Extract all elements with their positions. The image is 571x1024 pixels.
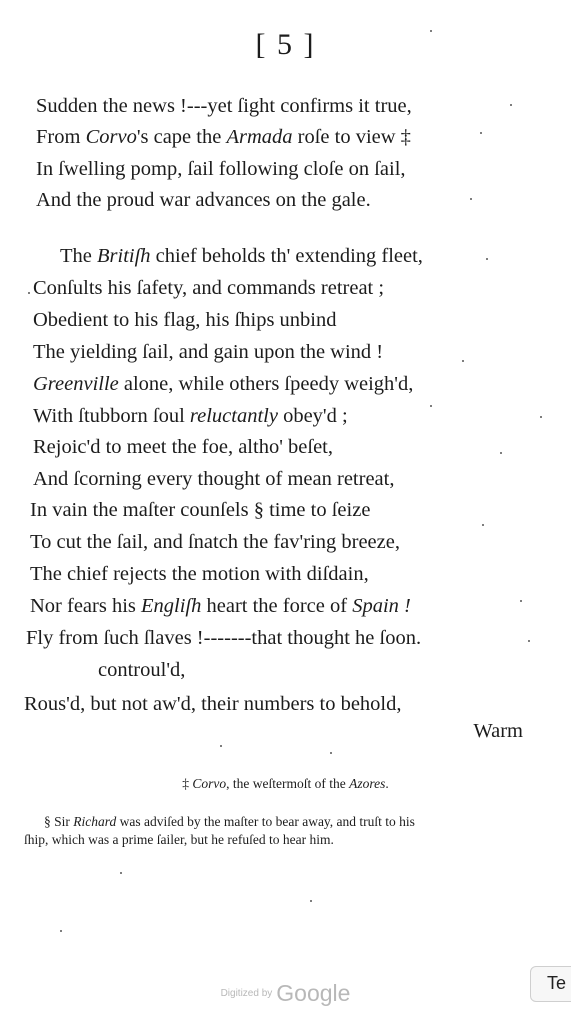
text-view-button[interactable] bbox=[530, 966, 571, 1002]
verse-text: Rejoic'd to meet the foe, altho' beſet, bbox=[33, 436, 333, 458]
verse-line bbox=[33, 463, 394, 495]
verse-text: And ſcorning every thought of mean retreat, bbox=[33, 468, 395, 490]
verse-text: Conſults his ſafety, and commands retreat ; bbox=[33, 277, 385, 299]
verse-line bbox=[98, 654, 185, 686]
verse-text: With ſtubborn ſoul bbox=[33, 405, 190, 427]
catchword: Warm bbox=[473, 720, 523, 742]
verse-line bbox=[60, 240, 423, 272]
verse-text: And the proud war advances on the gale. bbox=[36, 189, 371, 211]
text-view-label: Te bbox=[547, 973, 567, 993]
footnote-italic: Corvo bbox=[192, 776, 227, 791]
verse-line bbox=[36, 90, 412, 122]
verse-text: Sudden the news !---yet ſight confirms it true, bbox=[36, 95, 412, 117]
verse-text: From bbox=[36, 126, 86, 148]
verse-line bbox=[30, 494, 370, 526]
verse-text: Obedient to his flag, his ſhips unbind bbox=[33, 309, 337, 331]
verse-text: controul'd, bbox=[98, 659, 186, 681]
verse-line bbox=[24, 688, 402, 720]
footnote-text: was adviſed by the maſter to bear away, and truſt to his bbox=[116, 814, 415, 829]
footnote-text: , the weſtermoſt of the bbox=[226, 776, 350, 791]
verse-italic: Corvo bbox=[85, 126, 137, 148]
verse-text: To cut the ſail, and ſnatch the fav'ring breeze, bbox=[30, 531, 400, 553]
footnote-text: ‡ bbox=[182, 776, 193, 791]
verse-line bbox=[33, 400, 348, 432]
verse-text: In ſwelling pomp, ſail following cloſe on ſail, bbox=[36, 158, 406, 180]
verse-italic: Greenville bbox=[33, 373, 119, 395]
verse-line bbox=[33, 304, 337, 336]
verse-text: Fly from ſuch ſlaves !-------that thought he ſoon. bbox=[26, 627, 422, 649]
footnote-text: ſhip, which was a prime ſailer, but he refuſed to hear him. bbox=[24, 832, 334, 847]
footnote-text: § Sir bbox=[44, 814, 74, 829]
verse-text: chief beholds th' extending fleet, bbox=[150, 245, 423, 267]
verse-line bbox=[30, 526, 400, 558]
verse-text: 's cape the bbox=[136, 126, 227, 148]
verse-line bbox=[33, 431, 333, 463]
verse-italic: Armada bbox=[226, 126, 293, 148]
verse-text: heart the force of bbox=[201, 595, 353, 617]
footnote-richard-line-2 bbox=[24, 832, 334, 848]
verse-text: The bbox=[60, 245, 97, 267]
verse-text: Rous'd, but not aw'd, their numbers to behold, bbox=[24, 693, 402, 715]
page-number: [ 5 ] bbox=[255, 28, 316, 61]
verse-line bbox=[36, 153, 406, 185]
verse-line bbox=[36, 184, 371, 216]
verse-line bbox=[33, 368, 413, 400]
verse-text: roſe to view ‡ bbox=[292, 126, 411, 148]
verse-line bbox=[30, 590, 411, 622]
footnote-corvo bbox=[0, 776, 571, 792]
verse-line bbox=[30, 558, 369, 590]
verse-italic: reluctantly bbox=[189, 405, 278, 427]
footnote-richard-line-1 bbox=[44, 814, 415, 830]
verse-text: The chief rejects the motion with diſdain, bbox=[30, 563, 369, 585]
digitized-by-google-watermark bbox=[0, 980, 571, 1007]
verse-line bbox=[26, 622, 421, 654]
verse-text: The yielding ſail, and gain upon the wind ! bbox=[33, 341, 384, 363]
verse-line bbox=[36, 121, 411, 153]
verse-italic: Spain ! bbox=[352, 595, 411, 617]
footnote-italic: Richard bbox=[73, 814, 117, 829]
footnote-italic: Azores bbox=[349, 776, 386, 791]
verse-italic: Britiſh bbox=[97, 245, 151, 267]
footnote-text: . bbox=[385, 776, 389, 791]
watermark-prefix: Digitized by bbox=[220, 988, 273, 999]
verse-text: Nor fears his bbox=[30, 595, 142, 617]
verse-text: obey'd ; bbox=[277, 405, 348, 427]
verse-italic: Engliſh bbox=[141, 595, 202, 617]
verse-text: In vain the maſter counſels § time to ſeize bbox=[30, 499, 371, 521]
verse-line bbox=[33, 336, 383, 368]
watermark-brand: Google bbox=[276, 980, 351, 1006]
verse-text: alone, while others ſpeedy weigh'd, bbox=[118, 373, 414, 395]
verse-line bbox=[33, 272, 384, 304]
